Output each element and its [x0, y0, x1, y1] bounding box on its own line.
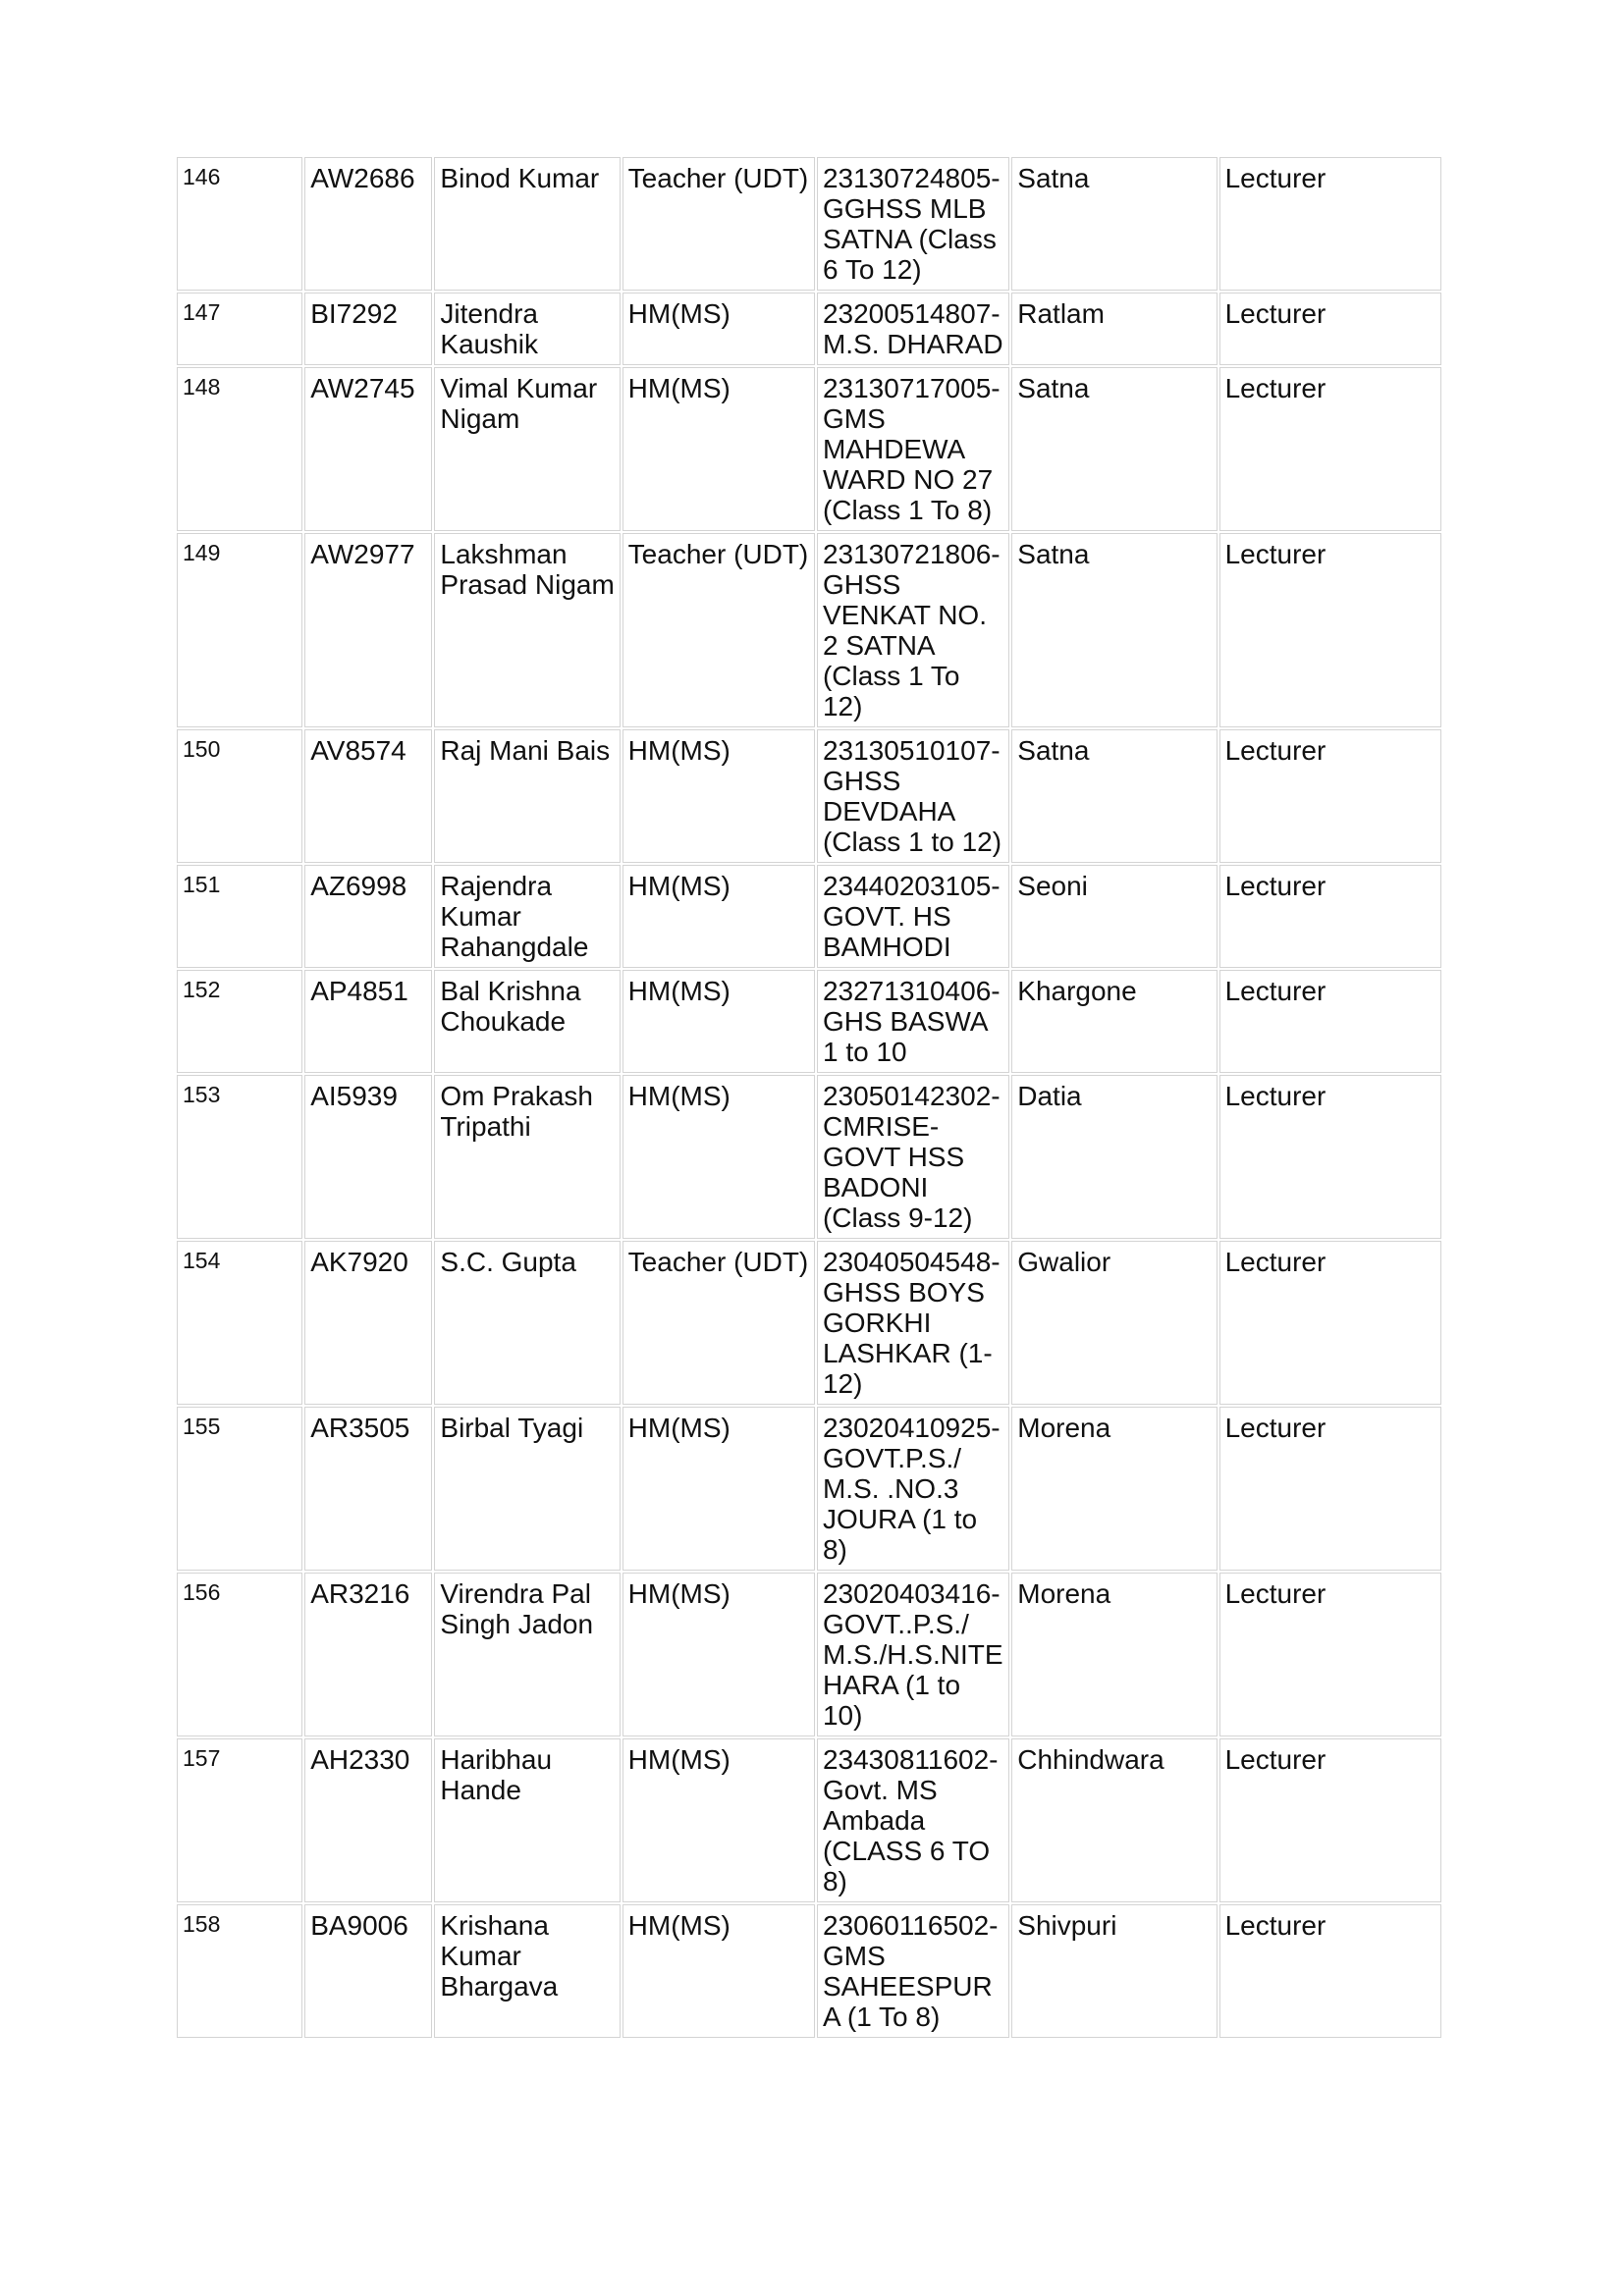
- designation-cell: HM(MS): [623, 1738, 815, 1902]
- post-cell: Lecturer: [1219, 533, 1441, 727]
- employee-name-cell: Bal Krishna Choukade: [434, 970, 620, 1073]
- school-cell: 23130721806- GHSS VENKAT NO. 2 SATNA (Class 1 To 12): [817, 533, 1009, 727]
- serial-number-cell: 151: [177, 865, 302, 968]
- designation-cell: HM(MS): [623, 293, 815, 365]
- designation-cell: HM(MS): [623, 970, 815, 1073]
- designation-cell: HM(MS): [623, 1573, 815, 1736]
- district-cell: Seoni: [1011, 865, 1217, 968]
- school-cell: 23430811602- Govt. MS Ambada (CLASS 6 TO 8): [817, 1738, 1009, 1902]
- post-cell: Lecturer: [1219, 1573, 1441, 1736]
- school-cell: 23200514807- M.S. DHARAD: [817, 293, 1009, 365]
- employee-code-cell: AV8574: [304, 729, 432, 863]
- post-cell: Lecturer: [1219, 1075, 1441, 1239]
- designation-cell: HM(MS): [623, 367, 815, 531]
- employee-code-cell: BI7292: [304, 293, 432, 365]
- employee-code-cell: AW2686: [304, 157, 432, 291]
- table-row: [177, 1738, 1441, 1902]
- employee-code-cell: AI5939: [304, 1075, 432, 1239]
- serial-number-cell: 146: [177, 157, 302, 291]
- serial-number-cell: 157: [177, 1738, 302, 1902]
- school-cell: 23020410925- GOVT.P.S./ M.S. .NO.3 JOURA (1 to 8): [817, 1407, 1009, 1571]
- serial-number-cell: 154: [177, 1241, 302, 1405]
- post-cell: Lecturer: [1219, 865, 1441, 968]
- designation-cell: Teacher (UDT): [623, 157, 815, 291]
- employee-name-cell: Lakshman Prasad Nigam: [434, 533, 620, 727]
- table-row: [177, 533, 1441, 727]
- school-cell: 23050142302- CMRISE- GOVT HSS BADONI (Class 9-12): [817, 1075, 1009, 1239]
- serial-number-cell: 153: [177, 1075, 302, 1239]
- school-cell: 23130510107- GHSS DEVDAHA (Class 1 to 12): [817, 729, 1009, 863]
- employee-code-cell: AW2977: [304, 533, 432, 727]
- employee-code-cell: AK7920: [304, 1241, 432, 1405]
- district-cell: Satna: [1011, 157, 1217, 291]
- designation-cell: HM(MS): [623, 1407, 815, 1571]
- table-row: [177, 367, 1441, 531]
- employee-name-cell: Krishana Kumar Bhargava: [434, 1904, 620, 2038]
- serial-number-cell: 149: [177, 533, 302, 727]
- post-cell: Lecturer: [1219, 970, 1441, 1073]
- district-cell: Gwalior: [1011, 1241, 1217, 1405]
- table-row: [177, 1573, 1441, 1736]
- district-cell: Shivpuri: [1011, 1904, 1217, 2038]
- district-cell: Satna: [1011, 367, 1217, 531]
- employee-name-cell: Vimal Kumar Nigam: [434, 367, 620, 531]
- table-row: [177, 1075, 1441, 1239]
- designation-cell: Teacher (UDT): [623, 533, 815, 727]
- employee-code-cell: BA9006: [304, 1904, 432, 2038]
- table-row: [177, 1407, 1441, 1571]
- serial-number-cell: 156: [177, 1573, 302, 1736]
- district-cell: Ratlam: [1011, 293, 1217, 365]
- employee-name-cell: Birbal Tyagi: [434, 1407, 620, 1571]
- district-cell: Khargone: [1011, 970, 1217, 1073]
- designation-cell: HM(MS): [623, 729, 815, 863]
- serial-number-cell: 152: [177, 970, 302, 1073]
- designation-cell: HM(MS): [623, 1904, 815, 2038]
- post-cell: Lecturer: [1219, 157, 1441, 291]
- post-cell: Lecturer: [1219, 729, 1441, 863]
- school-cell: 23020403416- GOVT..P.S./ M.S./H.S.NITE HARA (1 to 10): [817, 1573, 1009, 1736]
- post-cell: Lecturer: [1219, 367, 1441, 531]
- employee-name-cell: Jitendra Kaushik: [434, 293, 620, 365]
- employee-table: [175, 155, 1443, 2040]
- employee-code-cell: AP4851: [304, 970, 432, 1073]
- serial-number-cell: 148: [177, 367, 302, 531]
- table-row: [177, 293, 1441, 365]
- employee-name-cell: Virendra Pal Singh Jadon: [434, 1573, 620, 1736]
- district-cell: Chhindwara: [1011, 1738, 1217, 1902]
- employee-code-cell: AZ6998: [304, 865, 432, 968]
- designation-cell: HM(MS): [623, 865, 815, 968]
- employee-name-cell: Haribhau Hande: [434, 1738, 620, 1902]
- post-cell: Lecturer: [1219, 1241, 1441, 1405]
- district-cell: Morena: [1011, 1407, 1217, 1571]
- post-cell: Lecturer: [1219, 1407, 1441, 1571]
- employee-name-cell: Rajendra Kumar Rahangdale: [434, 865, 620, 968]
- designation-cell: Teacher (UDT): [623, 1241, 815, 1405]
- post-cell: Lecturer: [1219, 1738, 1441, 1902]
- post-cell: Lecturer: [1219, 1904, 1441, 2038]
- district-cell: Morena: [1011, 1573, 1217, 1736]
- district-cell: Satna: [1011, 729, 1217, 863]
- school-cell: 23130717005- GMS MAHDEWA WARD NO 27 (Class 1 To 8): [817, 367, 1009, 531]
- school-cell: 23440203105- GOVT. HS BAMHODI: [817, 865, 1009, 968]
- school-cell: 23040504548- GHSS BOYS GORKHI LASHKAR (1- 12): [817, 1241, 1009, 1405]
- employee-name-cell: Binod Kumar: [434, 157, 620, 291]
- designation-cell: HM(MS): [623, 1075, 815, 1239]
- serial-number-cell: 155: [177, 1407, 302, 1571]
- employee-code-cell: AR3505: [304, 1407, 432, 1571]
- employee-code-cell: AH2330: [304, 1738, 432, 1902]
- table-row: [177, 157, 1441, 291]
- employee-code-cell: AR3216: [304, 1573, 432, 1736]
- post-cell: Lecturer: [1219, 293, 1441, 365]
- table-row: [177, 865, 1441, 968]
- employee-name-cell: Raj Mani Bais: [434, 729, 620, 863]
- district-cell: Datia: [1011, 1075, 1217, 1239]
- district-cell: Satna: [1011, 533, 1217, 727]
- employee-name-cell: Om Prakash Tripathi: [434, 1075, 620, 1239]
- serial-number-cell: 147: [177, 293, 302, 365]
- school-cell: 23060116502- GMS SAHEESPUR A (1 To 8): [817, 1904, 1009, 2038]
- table-row: [177, 729, 1441, 863]
- school-cell: 23271310406- GHS BASWA 1 to 10: [817, 970, 1009, 1073]
- table-row: [177, 1904, 1441, 2038]
- school-cell: 23130724805- GGHSS MLB SATNA (Class 6 To 12): [817, 157, 1009, 291]
- employee-code-cell: AW2745: [304, 367, 432, 531]
- table-row: [177, 1241, 1441, 1405]
- table-row: [177, 970, 1441, 1073]
- employee-name-cell: S.C. Gupta: [434, 1241, 620, 1405]
- serial-number-cell: 150: [177, 729, 302, 863]
- serial-number-cell: 158: [177, 1904, 302, 2038]
